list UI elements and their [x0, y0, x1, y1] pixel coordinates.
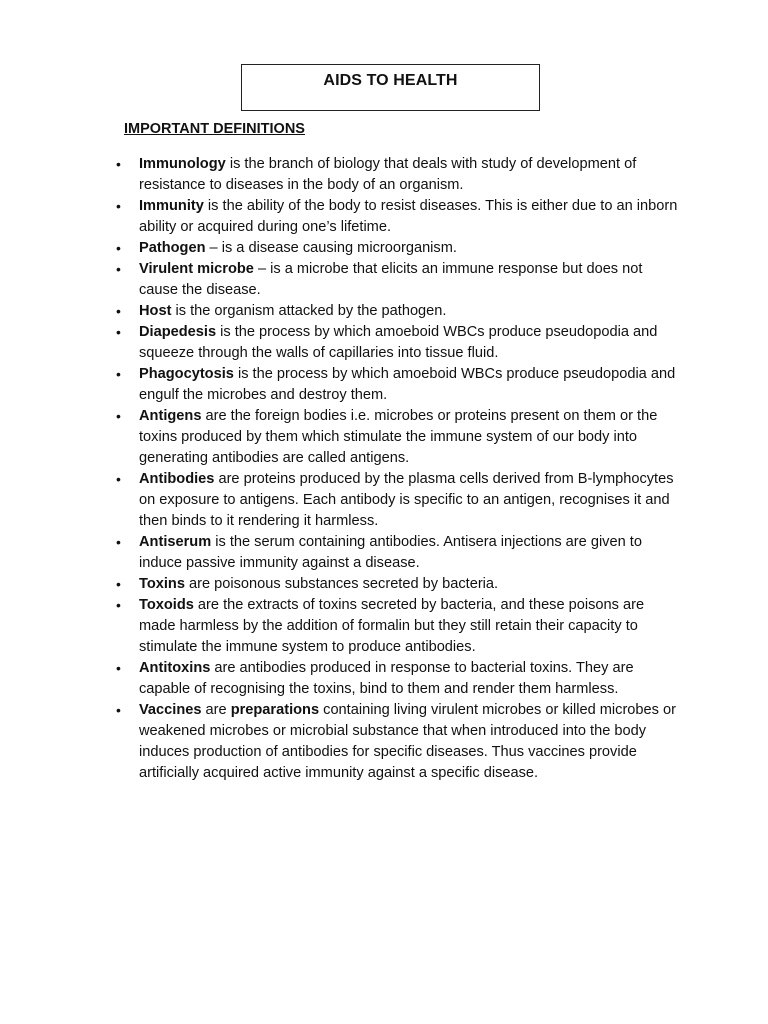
list-item [116, 574, 679, 595]
list-item [116, 196, 679, 238]
list-item [116, 658, 679, 700]
definition-term: Toxoids [139, 597, 194, 613]
bullet-icon: • [116, 471, 121, 487]
bullet-icon: • [116, 198, 121, 214]
definition-term: Host [139, 303, 172, 319]
definition-text: are the extracts of toxins secreted by bacteria, and these poisons are made harmless by the addition of formalin but they still retain their capacity to stimulate the immune system to produce antibodies. [139, 597, 645, 655]
page-title: AIDS TO HEALTH [323, 72, 458, 89]
definition-text: is the process by which amoeboid WBCs produce pseudopodia and squeeze through the walls of capillaries into tissue fluid. [139, 324, 658, 361]
definition-term: Toxins [139, 576, 185, 592]
definitions-list [116, 154, 679, 784]
list-item [116, 595, 679, 658]
bullet-icon: • [116, 261, 121, 277]
list-item [116, 364, 679, 406]
list-item [116, 259, 679, 301]
definition-text: is the organism attacked by the pathogen. [171, 303, 447, 319]
bullet-icon: • [116, 366, 121, 382]
title-box [241, 64, 540, 111]
definition-text: are [201, 702, 231, 718]
bullet-icon: • [116, 240, 121, 256]
bullet-icon: • [116, 576, 121, 592]
definition-text-continued: containing living virulent microbes or killed microbes or weakened microbes or microbial substance that when introduced into the body induces production of antibodies for specific diseases. Thus vaccines provide artificially acquired active immunity against a specific disease. [139, 702, 676, 781]
list-item [116, 154, 679, 196]
definition-text: are antibodies produced in response to bacterial toxins. They are capable of recognising the toxins, bind to them and render them harmless. [139, 660, 634, 697]
list-item [116, 301, 679, 322]
definition-term: Immunity [139, 198, 204, 214]
list-item [116, 700, 679, 784]
section-heading: IMPORTANT DEFINITIONS [124, 121, 305, 137]
definition-term: Vaccines [139, 702, 202, 718]
definition-term: Diapedesis [139, 324, 217, 340]
list-item [116, 469, 679, 532]
definition-text: are proteins produced by the plasma cells derived from B-lymphocytes on exposure to antigens. Each antibody is specific to an antigen, recognises it and then binds to it rendering it harmless. [139, 471, 674, 529]
list-item [116, 238, 679, 259]
definition-text: is the ability of the body to resist diseases. This is either due to an inborn ability or acquired during one’s lifetime. [139, 198, 678, 235]
bullet-icon: • [116, 156, 121, 172]
definition-text: – is a microbe that elicits an immune response but does not cause the disease. [139, 261, 643, 298]
definition-text: is the branch of biology that deals with study of development of resistance to diseases in the body of an organism. [139, 156, 637, 193]
definition-term: Immunology [139, 156, 226, 172]
definition-term: Antibodies [139, 471, 215, 487]
definition-term: Virulent microbe [139, 261, 254, 277]
definition-text: is the serum containing antibodies. Antisera injections are given to induce passive immunity against a disease. [139, 534, 642, 571]
bullet-icon: • [116, 303, 121, 319]
definition-text: are the foreign bodies i.e. microbes or proteins present on them or the toxins produced by them which stimulate the immune system of our body into generating antibodies are called antigens. [139, 408, 658, 466]
definition-text: – is a disease causing microorganism. [205, 240, 457, 256]
bullet-icon: • [116, 534, 121, 550]
definition-term: Antitoxins [139, 660, 211, 676]
definition-text: is the process by which amoeboid WBCs produce pseudopodia and engulf the microbes and destroy them. [139, 366, 676, 403]
definition-term: Antigens [139, 408, 202, 424]
definition-term: Phagocytosis [139, 366, 234, 382]
bullet-icon: • [116, 660, 121, 676]
definition-term: Pathogen [139, 240, 206, 256]
bullet-icon: • [116, 324, 121, 340]
bullet-icon: • [116, 702, 121, 718]
definition-term-secondary: preparations [230, 702, 320, 718]
definition-term: Antiserum [139, 534, 212, 550]
list-item [116, 406, 679, 469]
bullet-icon: • [116, 408, 121, 424]
list-item [116, 532, 679, 574]
definition-text: are poisonous substances secreted by bacteria. [184, 576, 499, 592]
list-item [116, 322, 679, 364]
bullet-icon: • [116, 597, 121, 613]
